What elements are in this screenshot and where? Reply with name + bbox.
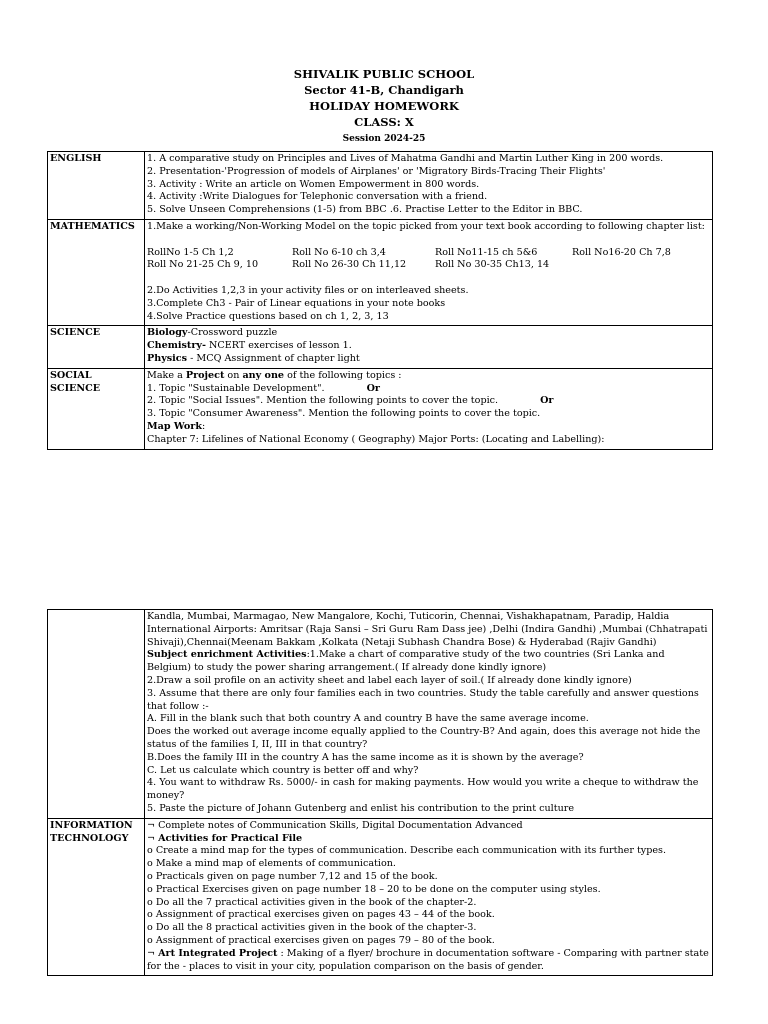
class-label: CLASS: X: [354, 115, 414, 129]
roll-chapter-row: [147, 247, 710, 260]
list-item: o Practical Exercises given on page number 18 – 20 to be done on the computer using styles.: [147, 883, 601, 895]
list-item: o Make a mind map of elements of communication.: [147, 858, 396, 870]
table-row-english: [48, 152, 713, 220]
list-item: 4. Activity :Write Dialogues for Telephonic conversation with a friend.: [147, 191, 488, 203]
list-item: 2.Draw a soil profile on an activity sheet and label each layer of soil.( If already done kindly ignore): [147, 674, 632, 686]
subject-label-line: SCIENCE: [50, 382, 101, 394]
roll-chapter-row: [147, 259, 710, 272]
document-header: [0, 66, 768, 147]
content-cell-mathematics: [145, 219, 713, 325]
session-label: Session 2024-25: [342, 134, 426, 144]
list-item: o Do all the 7 practical activities given in the book of the chapter-2.: [147, 896, 477, 908]
enrichment-text: :1.Make a chart of comparative study of the two countries (Sri Lanka and Belgium) to study the power sharing arrangement.( If already done kindly ignore): [147, 649, 665, 674]
or-label: Or: [366, 382, 380, 394]
subject-cell-information-technology: [48, 818, 145, 976]
list-item: 4. You want to withdraw Rs. 5000/- in cash for making payments. How would you write a cheque to withdraw the money?: [147, 777, 699, 802]
roll-chapter-entry: Roll No11-15 ch 5&6: [435, 246, 538, 258]
list-item: 3. Assume that there are only four families each in two countries. Study the table carefully and answer questions that follow :-: [147, 687, 699, 712]
list-item: Kandla, Mumbai, Marmagao, New Mangalore, Kochi, Tuticorin, Chennai, Vishakhapatnam, Paradip, Haldia: [147, 611, 670, 622]
list-item: International Airports: Amritsar (Raja Sansi – Sri Guru Ram Dass jee) ,Delhi (Indira Gandhi) ,Mumbai (Chhatrapati Shivaji),Chennai(Meenam Bakkam ,Kolkata (Netaji Subhash Chandra Bose) & Hyderabad (Rajiv Gandhi): [147, 623, 708, 648]
list-item: 3. Topic "Consumer Awareness". Mention the following points to cover the topic.: [147, 408, 541, 420]
chemistry-label: Chemistry-: [147, 340, 206, 352]
homework-table-page1: [47, 151, 713, 450]
list-item: 3. Activity : Write an article on Women Empowerment in 800 words.: [147, 178, 480, 190]
list-item: C. Let us calculate which country is better off and why?: [147, 764, 419, 776]
art-project-label: Art Integrated Project: [158, 947, 278, 959]
list-item: [147, 649, 710, 675]
list-item: [147, 327, 710, 340]
project-label: Project: [185, 369, 225, 381]
list-item: o Do all the 8 practical activities given in the book of the chapter-3.: [147, 922, 477, 934]
list-item: Does the worked out average income equally applied to the Country-B? And again, does this average not hide the status of the families I, II, III in that country?: [147, 726, 701, 750]
school-name: SHIVALIK PUBLIC SCHOOL: [293, 67, 475, 81]
roll-chapter-entry: Roll No16-20 Ch 7,8: [572, 246, 671, 258]
biology-text: -Crossword puzzle: [187, 327, 278, 339]
map-work-label: Map Work: [147, 420, 202, 432]
map-work-colon: :: [201, 420, 206, 432]
bullet-glyph: ¬: [147, 832, 159, 844]
table-row-information-technology: [48, 818, 713, 976]
subject-label-line: INFORMATION: [50, 819, 133, 831]
content-cell-information-technology: [145, 818, 713, 976]
list-item: 4.Solve Practice questions based on ch 1, 2, 3, 13: [147, 310, 389, 322]
content-cell-science: [145, 326, 713, 368]
list-item: [147, 340, 710, 353]
homework-table-page2: [47, 609, 713, 976]
list-item: o Assignment of practical exercises given on pages 43 – 44 of the book.: [147, 909, 495, 921]
roll-chapter-entry: Roll No 30-35 Ch13, 14: [435, 259, 550, 271]
roll-chapter-entry: Roll No 6-10 ch 3,4: [292, 246, 386, 258]
list-item: 5. Solve Unseen Comprehensions (1-5) from BBC .6. Practise Letter to the Editor in BBC.: [147, 204, 583, 216]
list-item: A. Fill in the blank such that both country A and country B have the same average income.: [147, 713, 589, 725]
list-item: 2. Presentation-'Progression of models of Airplanes' or 'Migratory Birds-Tracing Their Flights': [147, 165, 606, 177]
or-label: Or: [540, 395, 554, 407]
subject-cell-empty: [48, 610, 145, 819]
intro-text: of the following topics :: [284, 369, 402, 381]
list-item: o Practicals given on page number 7,12 and 15 of the book.: [147, 870, 438, 882]
school-address: Sector 41-B, Chandigarh: [304, 83, 464, 97]
list-item: 5. Paste the picture of Johann Gutenberg and enlist his contribution to the print culture: [147, 802, 575, 814]
practical-file-label: Activities for Practical File: [158, 832, 303, 844]
intro-text: on: [224, 369, 243, 381]
any-one-label: any one: [242, 369, 285, 381]
list-item: o Create a mind map for the types of communication. Describe each communication with its further types.: [147, 845, 667, 857]
table-row-social-science-continued: [48, 610, 713, 819]
list-item: 1.Make a working/Non-Working Model on the topic picked from your text book according to following chapter list:: [147, 220, 705, 232]
physics-label: Physics: [147, 352, 188, 364]
content-cell-social-science: [145, 368, 713, 449]
list-item: [147, 395, 710, 408]
list-item: 2.Do Activities 1,2,3 in your activity files or on interleaved sheets.: [147, 284, 469, 296]
subject-cell-english: ENGLISH: [48, 152, 145, 220]
intro-text: Make a: [147, 369, 186, 381]
biology-label: Biology: [147, 327, 188, 339]
content-cell-social-science-continued: [145, 610, 713, 819]
list-item: [147, 833, 710, 846]
list-item: [147, 948, 710, 974]
art-project-text: : Making of a flyer/ brochure in documentation software - Comparing with partner state for the - places to visit in your city, population comparison on the basis of gender.: [147, 947, 709, 972]
list-item: [147, 370, 710, 383]
list-item: o Assignment of practical exercises given on pages 79 – 80 of the book.: [147, 934, 495, 946]
roll-chapter-entry: RollNo 1-5 Ch 1,2: [147, 246, 234, 258]
list-item: B.Does the family III in the country A has the same income as it is shown by the average?: [147, 751, 584, 763]
physics-text: - MCQ Assignment of chapter light: [187, 352, 360, 364]
table-row-mathematics: [48, 219, 713, 325]
subject-label-line: SOCIAL: [50, 369, 92, 381]
table-row-social-science: [48, 368, 713, 449]
document-title: HOLIDAY HOMEWORK: [309, 99, 459, 113]
chemistry-text: NCERT exercises of lesson 1.: [205, 340, 352, 352]
subject-cell-mathematics: MATHEMATICS: [48, 219, 145, 325]
topic-text: 1. Topic "Sustainable Development".: [147, 382, 325, 394]
list-item: 3.Complete Ch3 - Pair of Linear equations in your note books: [147, 297, 446, 309]
list-item: ¬ Complete notes of Communication Skills, Digital Documentation Advanced: [147, 819, 523, 831]
table-row-science: [48, 326, 713, 368]
list-item: 1. A comparative study on Principles and Lives of Mahatma Gandhi and Martin Luther King in 200 words.: [147, 153, 664, 164]
subject-cell-social-science: [48, 368, 145, 449]
list-item: [147, 383, 710, 396]
list-item: [147, 353, 710, 366]
topic-text: 2. Topic "Social Issues". Mention the following points to cover the topic.: [147, 395, 499, 407]
subject-cell-science: SCIENCE: [48, 326, 145, 368]
roll-chapter-entry: Roll No 26-30 Ch 11,12: [292, 259, 407, 271]
roll-chapter-entry: Roll No 21-25 Ch 9, 10: [147, 259, 259, 271]
enrichment-label: Subject enrichment Activities: [147, 649, 307, 661]
content-cell-english: [145, 152, 713, 220]
list-item: Chapter 7: Lifelines of National Economy ( Geography) Major Ports: (Locating and Labelling):: [147, 433, 605, 445]
list-item: [147, 421, 710, 434]
bullet-glyph: ¬: [147, 947, 159, 959]
subject-label-line: TECHNOLOGY: [50, 832, 129, 844]
